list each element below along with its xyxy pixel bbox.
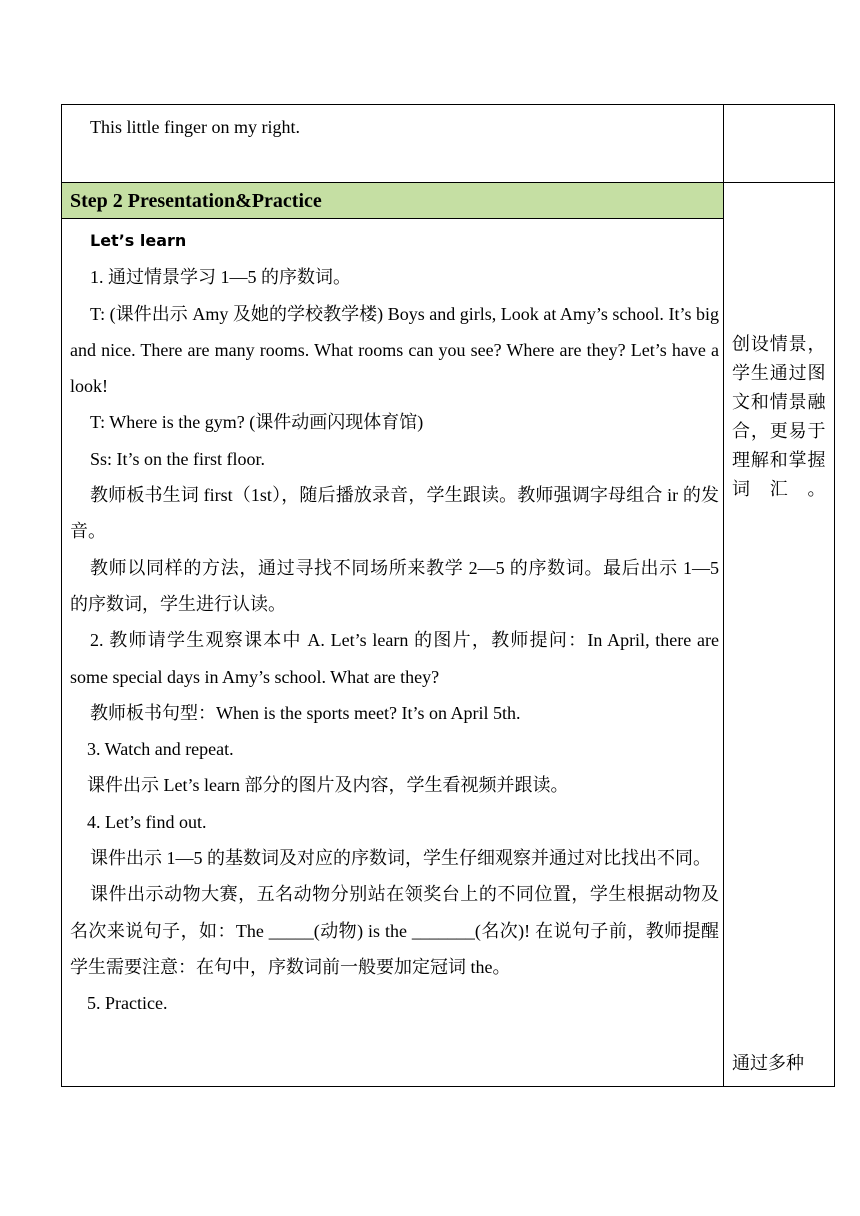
paragraph: 课件出示动物大赛，五名动物分别站在领奖台上的不同位置，学生根据动物及名次来说句子，如：The _____(动物) is the _______(名次)! 在说句子前，教师提醒学生需要注意：在句中，序数词前一般要加定冠词 the。 <box>70 884 719 977</box>
paragraph: 教师板书句型：When is the sports meet? It’s on April 5th. <box>90 702 521 723</box>
activity-cell <box>62 183 724 1087</box>
note-cell <box>724 105 835 183</box>
paragraph: 教师以同样的方法，通过寻找不同场所来教学 2—5 的序数词。最后出示 1—5 的序数词，学生进行认读。 <box>70 557 719 614</box>
section-title: Let’s learn <box>90 231 187 250</box>
table-row <box>62 105 835 183</box>
step-header: Step 2 Presentation&Practice <box>62 183 723 219</box>
note-cell <box>724 183 835 1087</box>
table-row <box>62 183 835 1087</box>
design-note: 创设情景，学生通过图文和情景融合，更易于理解和掌握词汇。 <box>732 334 826 500</box>
paragraph: Ss: It’s on the first floor. <box>90 448 265 469</box>
lesson-plan-table <box>61 104 835 1087</box>
paragraph: 5. Practice. <box>87 993 168 1014</box>
paragraph: 课件出示 Let’s learn 部分的图片及内容，学生看视频并跟读。 <box>87 775 569 796</box>
paragraph: 3. Watch and repeat. <box>87 739 234 760</box>
design-note: 通过多种 <box>732 1053 804 1074</box>
paragraph: 教师板书生词 first（1st），随后播放录音，学生跟读。教师强调字母组合 ir 的发音。 <box>70 485 719 542</box>
paragraph: T: (课件出示 Amy 及她的学校教学楼) Boys and girls, Look at Amy’s school. It’s big and nice. There are many rooms. What rooms can you see? Where are they? Let’s have a look! <box>70 303 719 397</box>
paragraph: 1. 通过情景学习 1—5 的序数词。 <box>90 267 351 288</box>
step-body <box>62 219 723 1022</box>
paragraph: 课件出示 1—5 的基数词及对应的序数词，学生仔细观察并通过对比找出不同。 <box>90 848 711 869</box>
activity-cell <box>62 105 724 183</box>
paragraph: 2. 教师请学生观察课本中 A. Let’s learn 的图片，教师提问：In April, there are some special days in Amy’s school. What are they? <box>70 630 719 687</box>
paragraph: 4. Let’s find out. <box>87 811 207 832</box>
chant-line: This little finger on my right. <box>90 117 300 137</box>
paragraph: T: Where is the gym? (课件动画闪现体育馆) <box>90 412 424 433</box>
